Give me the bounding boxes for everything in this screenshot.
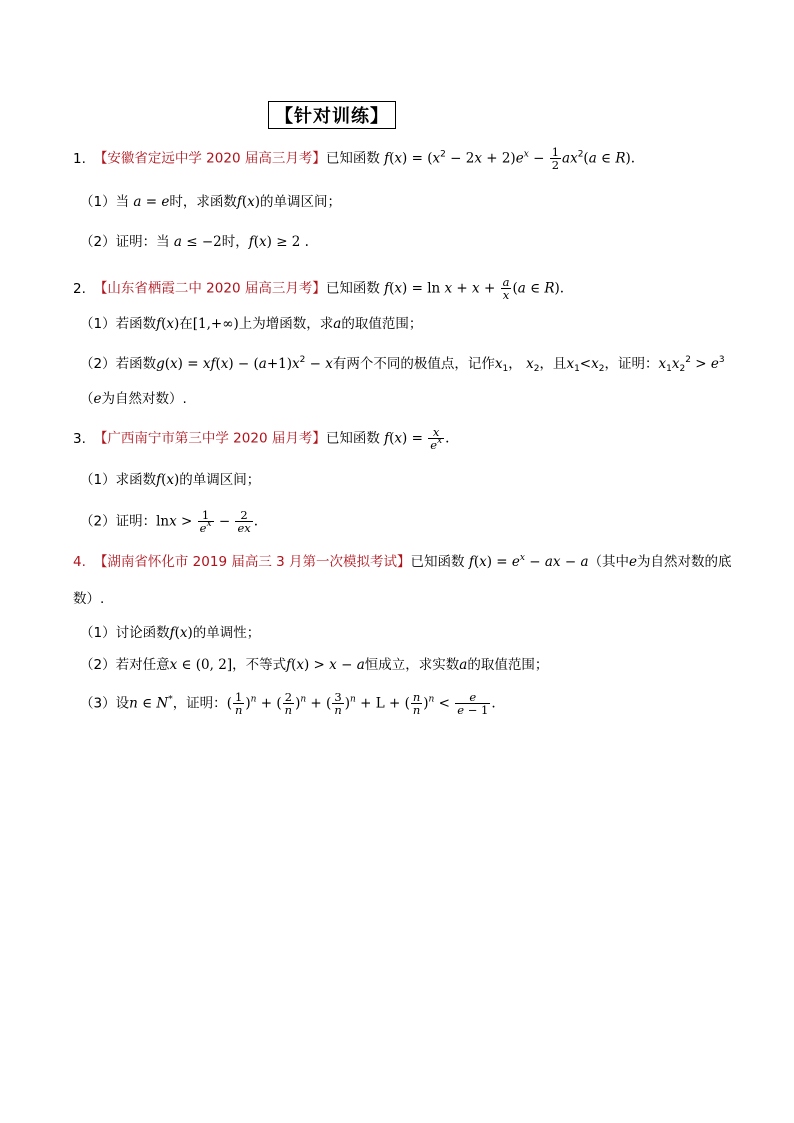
problem-source: 【广西南宁市第三中学 2020 届月考】: [93, 430, 326, 447]
problem-number: 3.: [73, 430, 86, 447]
problem-1-part-1: （1）当 a = e时，求函数f(x)的单调区间；: [80, 194, 342, 210]
problem-4-continuation: 数）.: [73, 591, 105, 607]
problem-4-part-1: （1）讨论函数f(x)的单调性；: [80, 625, 261, 641]
problem-source: 【山东省栖霞二中 2020 届高三月考】: [93, 280, 326, 297]
problem-1-statement: 1. 【安徽省定远中学 2020 届高三月考】已知函数 $f(x) = (x^2 - 2x + 2)e^x$ − $\frac{1}{2}$ $ax^2(a$ ∈ R).: [73, 145, 636, 172]
problem-4-part-3: （3）设n ∈ N*，证明：( $\frac{1}{n}$ )$^n$ + ( $\frac{2}{n}$ )$^n$ + ( $\frac{3}{n}$ )$^n$ + L + ( $\frac{n}{n}$ )$^n$ < $\frac{e}{e - 1}$ .: [80, 690, 496, 717]
problem-3-statement: 3. 【广西南宁市第三中学 2020 届月考】已知函数 f(x) = $\frac{x}{e^x}$ .: [73, 425, 450, 452]
problem-2-part-1: （1）若函数f(x)在[1,+∞)上为增函数，求a的取值范围；: [80, 316, 423, 332]
problem-2-part-2: （2）若函数$g(x) = xf(x) - (a+1)x^2 - x$有两个不同的极值点，记作$x_1$， $x_2$，且$x_1<x_2$，证明：$x_1x_2^2 > e^3$: [80, 355, 725, 374]
problem-2-note: （e为自然对数）.: [80, 391, 187, 407]
problem-3-part-1: （1）求函数f(x)的单调区间；: [80, 472, 261, 488]
problem-4-statement: 4. 【湖南省怀化市 2019 届高三 3 月第一次模拟考试】已知函数 $f(x) = e^x$ − ax − a（其中e为自然对数的底: [73, 553, 732, 570]
problem-source: 【安徽省定远中学 2020 届高三月考】: [93, 150, 326, 167]
problem-source: 【湖南省怀化市 2019 届高三 3 月第一次模拟考试】: [93, 554, 411, 570]
problem-4-part-2: （2）若对任意x ∈ (0, 2]，不等式f(x) > x − a恒成立，求实数a的取值范围；: [80, 657, 549, 673]
problem-3-part-2: （2）证明：lnx > $\frac{1}{e^x}$ − $\frac{2}{ex}$ .: [80, 508, 259, 535]
problem-2-statement: 2. 【山东省栖霞二中 2020 届高三月考】已知函数 f(x) = ln x + x + $\frac{a}{x}$ (a ∈ R).: [73, 275, 565, 302]
problem-number: 1.: [73, 150, 86, 167]
formula: f: [384, 150, 390, 167]
section-title: 【针对训练】: [268, 101, 396, 129]
problem-number: 2.: [73, 280, 86, 297]
problem-1-part-2: （2）证明：当 a ≤ −2时，f(x) ≥ 2 .: [80, 234, 309, 250]
problem-number: 4.: [73, 554, 86, 570]
